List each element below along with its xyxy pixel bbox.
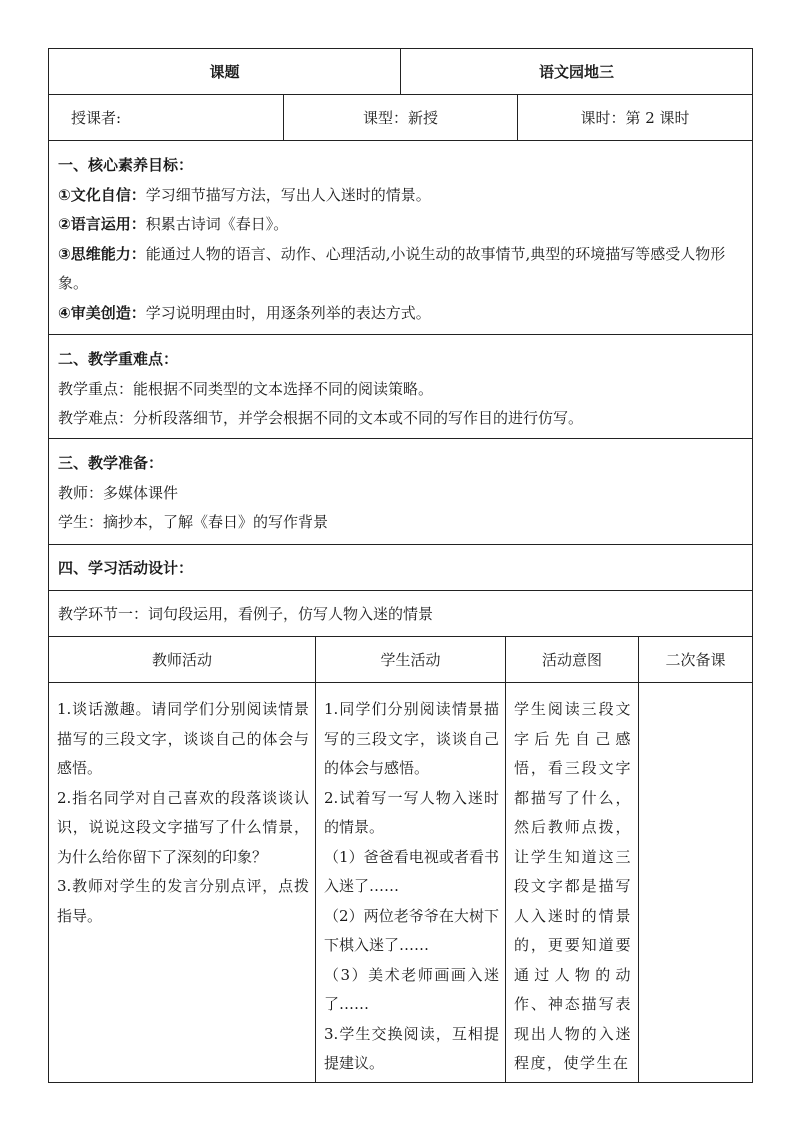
goal-item xyxy=(58,210,744,240)
goal-label: ②语言运用： xyxy=(58,215,146,233)
goal-label: ④审美创造： xyxy=(58,303,146,322)
lesson-plan-table xyxy=(48,48,753,1083)
student-activity xyxy=(316,683,506,1082)
student-step: （1）爸爸看电视或者看书入迷了…… xyxy=(324,847,499,895)
lesson-type: 课型：新授 xyxy=(284,95,518,140)
topic-label: 课题 xyxy=(49,49,401,94)
teacher-step: 2.指名同学对自己喜欢的段落谈谈认识，说说这段文字描写了什么情景，为什么给你留下了深刻的印象？ xyxy=(57,788,309,866)
col-header-intent: 活动意图 xyxy=(506,637,639,682)
col-header-teacher: 教师活动 xyxy=(49,637,316,682)
goals-section xyxy=(48,141,753,335)
lesson-title: 语文园地三 xyxy=(538,63,614,81)
prep-line: 学生：摘抄本，了解《春日》的写作背景 xyxy=(58,513,329,531)
student-step: 1.同学们分别阅读情景描写的三段文字，谈谈自己的体会与感悟。 xyxy=(324,700,499,777)
keypoint-line: 教学重点：能根据不同类型的文本选择不同的阅读策略。 xyxy=(58,379,434,398)
keypoints-section xyxy=(48,335,753,439)
info-row xyxy=(48,95,753,141)
goals-heading: 一、核心素养目标： xyxy=(58,156,194,174)
goal-text: 学习说明理由时，用逐条列举的表达方式。 xyxy=(145,303,431,322)
col-header-student: 学生活动 xyxy=(316,637,506,682)
activity-intent xyxy=(506,683,639,1082)
keypoint-line: 教学难点：分析段落细节，并学会根据不同的文本或不同的写作目的进行仿写。 xyxy=(58,409,584,427)
teacher-step: 3.教师对学生的发言分别点评，点拨指导。 xyxy=(57,877,309,925)
student-step: （3）美术老师画画入迷了…… xyxy=(324,965,499,1013)
design-heading: 四、学习活动设计： xyxy=(58,559,194,577)
segment-row xyxy=(48,591,753,637)
keypoints-heading: 二、教学重难点： xyxy=(58,350,179,368)
teacher-step: 1.谈话激趣。请同学们分别阅读情景描写的三段文字，谈谈自己的体会与感悟。 xyxy=(57,700,309,777)
goal-label: ①文化自信： xyxy=(58,185,146,204)
student-step: 2.试着写一写人物入迷时的情景。 xyxy=(324,788,499,836)
goal-text: 能通过人物的语言、动作、心理活动,小说生动的故事情节,典型的环境描写等感受人物形象。 xyxy=(58,244,726,292)
prep-line: 教师：多媒体课件 xyxy=(58,483,179,502)
col-header-notes: 二次备课 xyxy=(665,651,726,669)
goal-item xyxy=(58,299,744,329)
activity-body-row xyxy=(48,683,753,1083)
student-step: （2）两位老爷爷在大树下下棋入迷了…… xyxy=(324,906,499,954)
prep-heading: 三、教学准备： xyxy=(58,454,164,472)
activity-header-row xyxy=(48,637,753,683)
prep-section xyxy=(48,439,753,545)
intent-text: 学生阅读三段文字后先自己感悟，看三段文字都描写了什么，然后教师点拨，让学生知道这三段文字都是描写人入迷时的情景的，更要知道要通过人物的动作、神态描写表现出人物的入迷程度，使学生在 xyxy=(514,700,632,1072)
goal-item xyxy=(58,181,744,211)
goal-item xyxy=(58,240,744,299)
teacher-field: 授课者: xyxy=(49,95,284,140)
design-row xyxy=(48,545,753,591)
goal-label: ③思维能力： xyxy=(58,244,146,263)
segment-title: 教学环节一：词句段运用，看例子，仿写人物入迷的情景 xyxy=(58,605,434,623)
teacher-activity xyxy=(49,683,316,1082)
second-prep-notes xyxy=(639,683,752,1082)
goal-text: 学习细节描写方法，写出人入迷时的情景。 xyxy=(145,185,431,204)
student-step: 3.学生交换阅读，互相提提建议。 xyxy=(324,1024,499,1072)
title-row xyxy=(48,49,753,95)
lesson-period: 课时：第 2 课时 xyxy=(580,109,690,127)
goal-text: 积累古诗词《春日》。 xyxy=(145,215,289,233)
